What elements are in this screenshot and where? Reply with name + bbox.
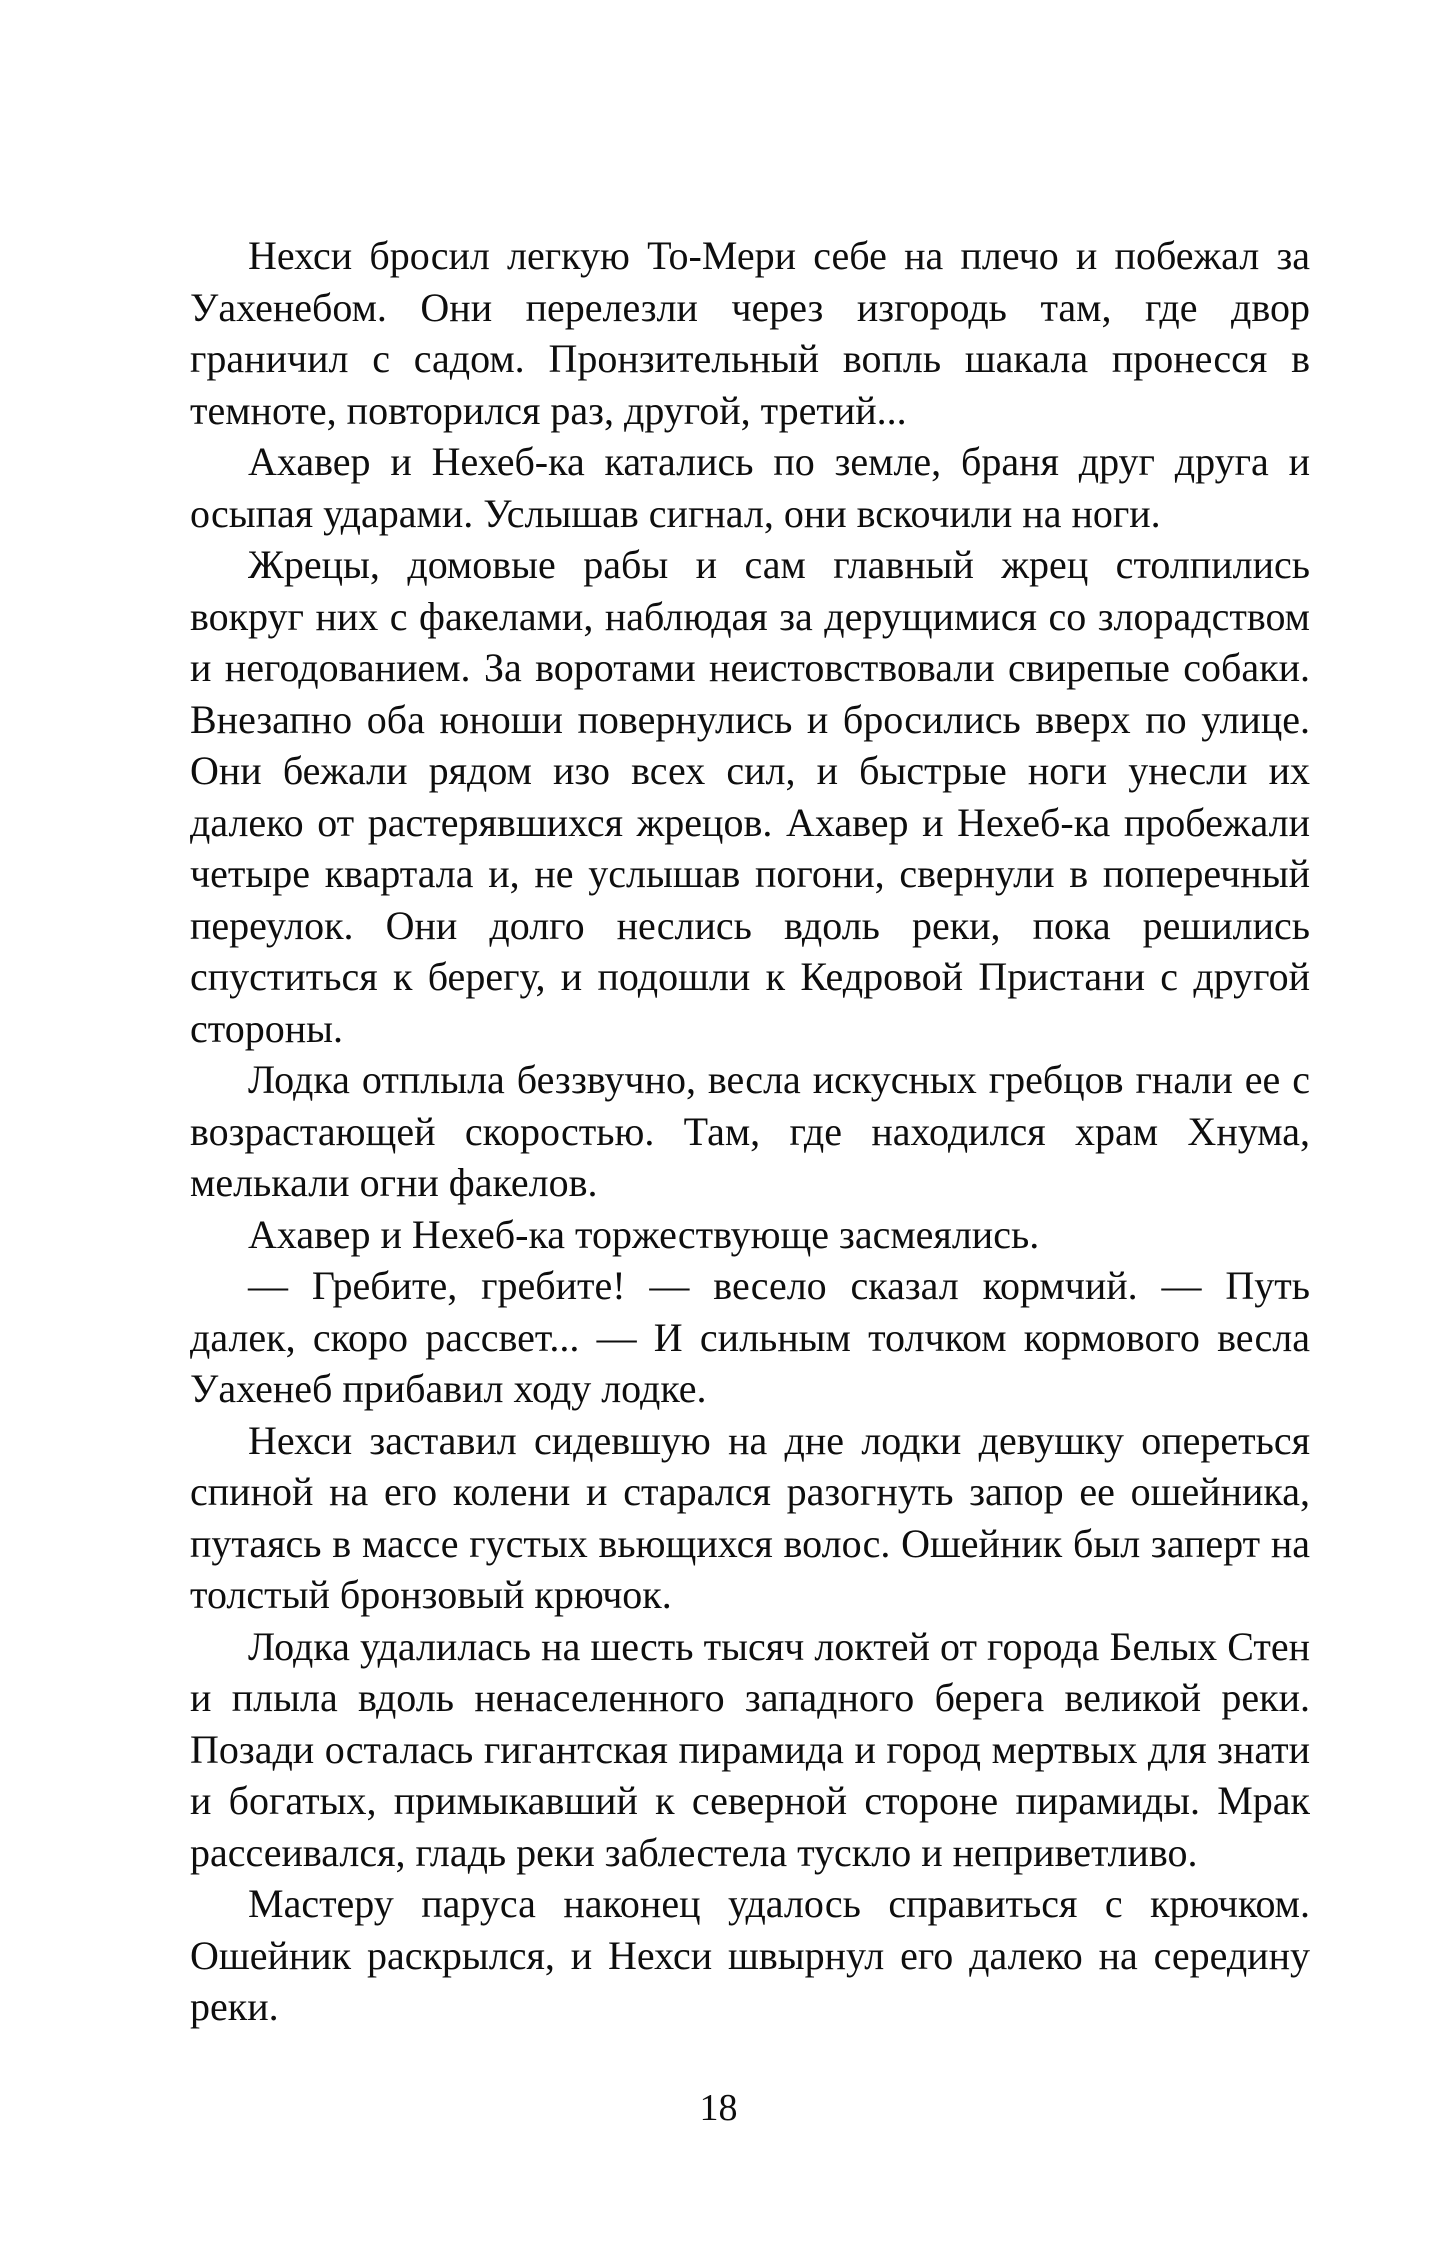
paragraph-5: Ахавер и Нехеб-ка торжествующе засмеялись. <box>248 1211 1040 1257</box>
paragraph-3: Жрецы, домовые рабы и сам главный жрец столпились вокруг них с факелами, наблюдая за дерущимися со злорадством и негодованием. За воротами неистовствовали свирепые собаки. Внезапно оба юноши повернулись и бросились вверх по улице. Они бежали рядом изо всех сил, и быстрые ноги унесли их далеко от растерявшихся жрецов. Ахавер и Нехеб-ка пробежали четыре квартала и, не услышав погони, свернули в поперечный переулок. Они долго неслись вдоль реки, пока решились спуститься к берегу, и подошли к Кедровой Пристани с другой стороны. <box>190 542 1310 1051</box>
paragraph-9: Мастеру паруса наконец удалось справиться с крючком. Ошейник раскрылся, и Нехси швырнул его далеко на середину реки. <box>190 1881 1310 2029</box>
paragraph-1: Нехси бросил легкую То-Мери себе на плечо и побежал за Уахенебом. Они перелезли через изгородь там, где двор граничил с садом. Пронзительный вопль шакала пронесся в темноте, повторился раз, другой, третий... <box>190 233 1310 433</box>
body-text <box>190 230 1310 2033</box>
paragraph-8: Лодка удалилась на шесть тысяч локтей от города Белых Стен и плыла вдоль ненаселенного западного берега великой реки. Позади осталась гигантская пирамида и город мертвых для знати и богатых, примыкавший к северной стороне пирамиды. Мрак рассеивался, гладь реки заблестела тускло и неприветливо. <box>190 1623 1310 1875</box>
paragraph-7: Нехси заставил сидевшую на дне лодки девушку опереться спиной на его колени и старался разогнуть запор ее ошейника, путаясь в массе густых вьющихся волос. Ошейник был заперт на толстый бронзовый крючок. <box>190 1417 1310 1617</box>
paragraph-2: Ахавер и Нехеб-ка катались по земле, браня друг друга и осыпая ударами. Услышав сигнал, они вскочили на ноги. <box>190 439 1310 536</box>
paragraph-4: Лодка отплыла беззвучно, весла искусных гребцов гнали ее с возрастающей скоростью. Там, где находился храм Хнума, мелькали огни факелов. <box>190 1057 1310 1205</box>
page-number: 18 <box>699 2087 738 2129</box>
paragraph-6: — Гребите, гребите! — весело сказал кормчий. — Путь далек, скоро рассвет... — И сильным толчком кормового весла Уахенеб прибавил ходу лодке. <box>190 1263 1310 1411</box>
